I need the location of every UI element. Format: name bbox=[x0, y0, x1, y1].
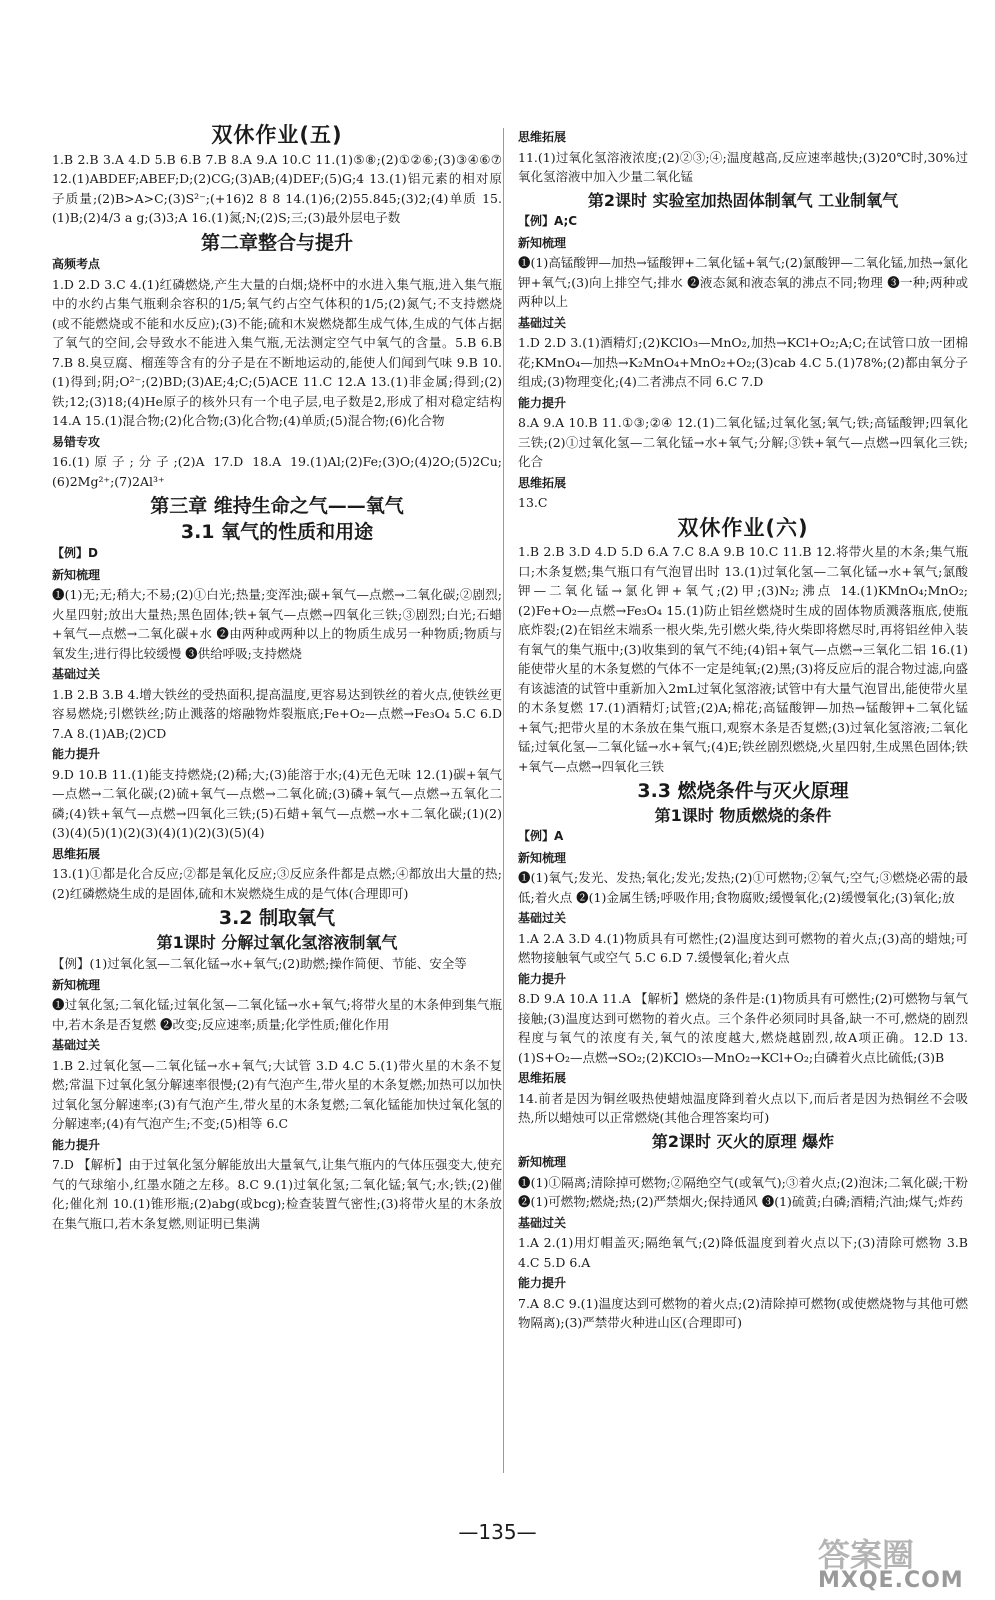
subsection-label: 【例】A bbox=[518, 829, 564, 843]
subsection-label: 思维拓展 bbox=[518, 475, 567, 490]
answer-paragraph: 13.C bbox=[518, 495, 548, 510]
answer-paragraph: ❶(1)氧气;发光、发热;氧化;发光;发热;(2)①可燃物;②氧气;空气;③燃烧必需的最低;着火点 ❷(1)金属生锈;呼吸作用;食物腐败;缓慢氧化;(2)缓慢氧化;(3)氧化;放 bbox=[518, 870, 968, 905]
subsection-label: 基础过关 bbox=[518, 1215, 567, 1230]
column-divider bbox=[503, 128, 504, 1473]
subsection-label: 能力提升 bbox=[52, 1137, 101, 1152]
chapter-heading: 第二章整合与提升 bbox=[200, 231, 353, 254]
section-title: 双休作业(五) bbox=[211, 123, 343, 147]
chapter-heading: 3.3 燃烧条件与灭火原理 bbox=[637, 780, 849, 802]
subsection-label: 新知梳理 bbox=[52, 567, 101, 582]
subsection-label: 能力提升 bbox=[518, 395, 567, 410]
answer-paragraph: ❶(1)①隔离;清除掉可燃物;②隔绝空气(或氧气);③着火点;(2)泡沫;二氧化碳;干粉 ❷(1)可燃物;燃烧;热;(2)严禁烟火;保持通风 ❸(1)硫黄;白磷;酒精;汽油;煤气;炸药 bbox=[518, 1174, 968, 1209]
lesson-heading: 第2课时 实验室加热固体制氧气 工业制氧气 bbox=[587, 190, 899, 210]
watermark-logo: 答案圈 bbox=[818, 1536, 915, 1574]
answer-paragraph: 1.D 2.D 3.(1)酒精灯;(2)KClO₃—MnO₂,加热→KCl+O₂;A;C;在试管口放一团棉花;KMnO₄—加热→K₂MnO₄+MnO₂+O₂;(3)cab 4.C 5.(1)78%;(2)都由氧分子组成;(3)物理变化;(4)二者沸点不同 6.C 7.D bbox=[518, 335, 968, 389]
lesson-heading: 第1课时 分解过氧化氢溶液制氧气 bbox=[156, 932, 398, 952]
answer-paragraph: 7.D 【解析】由于过氧化氢分解能放出大量氧气,让集气瓶内的气体压强变大,使充气的气球缩小,红墨水随之左移。8.C 9.(1)过氧化氢;二氧化锰;氧气;水;铁;(2)催化;催化剂 10.(1)锥形瓶;(2)abg(或bcg);检查装置气密性;(3)将带火星的木条放在集气瓶口,若木条复燃,则证明已集满 bbox=[52, 1157, 502, 1231]
subsection-label: 新知梳理 bbox=[52, 977, 101, 992]
answer-paragraph: 16.(1)原子;分子;(2)A 17.D 18.A 19.(1)Al;(2)Fe;(3)O;(4)2O;(5)2Cu;(6)2Mg²⁺;(7)2Al³⁺ bbox=[52, 454, 502, 489]
subsection-label: 思维拓展 bbox=[52, 846, 101, 861]
subsection-label: 基础过关 bbox=[518, 911, 567, 925]
answer-paragraph: ❶(1)无;无;稍大;不易;(2)①白光;热量;变浑浊;碳+氧气—点燃→二氧化碳;②剧烈;火星四射;放出大量热;黑色固体;铁+氧气—点燃→四氧化三铁;③剧烈;白光;石蜡+氧气—点燃→二氧化碳+水 ❷由两种或两种以上的物质生成另一种物质;物质与氧发生;进行得比较缓慢 ❸供给呼吸;支持燃烧 bbox=[52, 587, 502, 661]
chapter-heading: 3.1 氧气的性质和用途 bbox=[180, 520, 374, 543]
left-column bbox=[52, 120, 502, 1233]
answer-paragraph: 1.A 2.(1)用灯帽盖灭;隔绝氧气;(2)降低温度到着火点以下;(3)清除可燃物 3.B 4.C 5.D 6.A bbox=[518, 1235, 968, 1270]
answer-paragraph: ❶(1)高锰酸钾—加热→锰酸钾+二氧化锰+氧气;(2)氯酸钾—二氧化锰,加热→氯化钾+氧气;(3)向上排空气;排水 ❷液态氮和液态氧的沸点不同;物理 ❸一种;两种或两种以上 bbox=[518, 255, 968, 309]
chapter-heading: 3.2 制取氧气 bbox=[218, 907, 336, 929]
subsection-label: 新知梳理 bbox=[518, 850, 567, 865]
lesson-heading: 第2课时 灭火的原理 爆炸 bbox=[651, 1131, 835, 1151]
subsection-label: 能力提升 bbox=[518, 1276, 567, 1290]
answer-paragraph: 【例】(1)过氧化氢—二氧化锰→水+氧气;(2)助燃;操作简便、节能、安全等 bbox=[52, 956, 467, 971]
answer-paragraph: 9.D 10.B 11.(1)能支持燃烧;(2)稀;大;(3)能溶于水;(4)无色无味 12.(1)碳+氧气—点燃→二氧化碳;(2)硫+氧气—点燃→二氧化硫;(3)磷+氧气—点燃→五氧化二磷;(4)铁+氧气—点燃→四氧化三铁;(5)石蜡+氧气—点燃→水+二氧化碳;(1)(2)(3)(4)(5)(1)(2)(3)(4)(1)(2)(3)(5)(4) bbox=[52, 766, 502, 840]
answer-paragraph: 7.A 8.C 9.(1)温度达到可燃物的着火点;(2)清除掉可燃物(或使燃烧物与其他可燃物隔离);(3)严禁带火种进山区(合理即可) bbox=[518, 1295, 968, 1330]
subsection-label: 思维拓展 bbox=[518, 1071, 567, 1085]
subsection-label: 思维拓展 bbox=[518, 130, 567, 144]
subsection-label: 新知梳理 bbox=[518, 1155, 567, 1169]
answer-paragraph: 1.D 2.D 3.C 4.(1)红磷燃烧,产生大量的白烟;烧杯中的水进入集气瓶,进入集气瓶中的水约占集气瓶剩余容积的1/5;氧气约占空气体积的1/5;(2)氮气;不支持燃烧(或不能燃烧或不能和水反应);(3)不能;硫和木炭燃烧都生成气体,生成的气体占据了氧气的空间,会导致水不能进入集气瓶,无法测定空气中氧气的含量。5.B 6.B 7.B 8.臭豆腐、榴莲等含有的分子是在不断地运动的,能使人们闻到气味 9.B 10.(1)得到;阴;O²⁻;(2)BD;(3)AE;4;C;(5)ACE 11.C 12.A 13.(1)非金属;得到;(2)铁;12;(3)18;(4)He原子的核外只有一个电子层,电子数是2,形成了相对稳定结构 14.A 15.(1)混合物;(2)化合物;(3)化合物;(4)单质;(5)混合物;(6)化合物 bbox=[52, 276, 502, 428]
chapter-heading: 第三章 维持生命之气——氧气 bbox=[150, 495, 404, 517]
subsection-label: 易错专攻 bbox=[52, 434, 101, 449]
subsection-label: 能力提升 bbox=[518, 971, 567, 986]
subsection-label: 【例】A;C bbox=[518, 214, 578, 228]
answer-paragraph: ❶过氧化氢;二氧化锰;过氧化氢—二氧化锰→水+氧气;将带火星的木条伸到集气瓶中,若木条是否复燃 ❷改变;反应速率;质量;化学性质;催化作用 bbox=[52, 997, 502, 1032]
subsection-label: 【例】D bbox=[52, 546, 98, 560]
answer-paragraph: 8.A 9.A 10.B 11.①③;②④ 12.(1)二氧化锰;过氧化氢;氧气;铁;高锰酸钾;四氧化三铁;(2)①过氧化氢—二氧化锰→水+氧气;分解;③铁+氧气—点燃→四氧化三铁;化合 bbox=[518, 415, 968, 469]
answer-paragraph: 1.B 2.B 3.D 4.D 5.D 6.A 7.C 8.A 9.B 10.C 11.B 12.将带火星的木条;集气瓶口;木条复燃;集气瓶口有气泡冒出时 13.(1)过氧化氢—二氧化锰→水+氧气;氯酸钾—二氧化锰→氯化钾+氧气;(2)甲;(3)N₂;沸点 14.(1)KMnO₄;MnO₂;(2)Fe+O₂—点燃→Fe₃O₄ 15.(1)防止铝丝燃烧时生成的固体物质溅落瓶底,使瓶底炸裂;(2)在铝丝末端系一根火柴,先引燃火柴,待火柴即将燃尽时,再将铝丝伸入装有氧气的集气瓶中;(3)收集到的氧气不纯;(4)铝+氧气—点燃→三氧化二铝 16.(1)能使带火星的木条复燃的气体不一定是纯氧;(2)黑;(3)将反应后的混合物过滤,向盛有该滤渣的试管中重新加入2mL过氧化氢溶液;试管中有大量气泡冒出,能使带火星的木条复燃 17.(1)酒精灯;试管;(2)A;棉花;高锰酸钾—加热→锰酸钾+二氧化锰+氧气;把带火星的木条放在集气瓶口,观察木条是否复燃;(3)过氧化氢溶液;二氧化锰;过氧化氢—二氧化锰→水+氧气;(4)E;铁丝剧烈燃烧,火星四射,生成黑色固体;铁+氧气—点燃→四氧化三铁 bbox=[518, 544, 968, 774]
answer-paragraph: 1.B 2.B 3.B 4.增大铁丝的受热面积,提高温度,更容易达到铁丝的着火点,使铁丝更容易燃烧;引燃铁丝;防止溅落的熔融物炸裂瓶底;Fe+O₂—点燃→Fe₃O₄ 5.C 6.D 7.A 8.(1)AB;(2)CD bbox=[52, 686, 502, 741]
right-column bbox=[518, 126, 968, 1333]
answer-paragraph: 1.B 2.过氧化氢—二氧化锰→水+氧气;大试管 3.D 4.C 5.(1)带火星的木条不复燃;常温下过氧化氢分解速率很慢;(2)有气泡产生,带火星的木条复燃;加热可以加快过氧化氢分解速率;(3)有气泡产生,带火星的木条复燃;二氧化锰能加快过氧化氢的分解速率;(4)有气泡产生;不变;(5)相等 6.C bbox=[52, 1057, 502, 1131]
answer-paragraph: 11.(1)过氧化氢溶液浓度;(2)②③;④;温度越高,反应速率越快;(3)20℃时,30%过氧化氢溶液中加入少量二氧化锰 bbox=[518, 149, 968, 184]
answer-paragraph: 13.(1)①都是化合反应;②都是氧化反应;③反应条件都是点燃;④都放出大量的热;(2)红磷燃烧生成的是固体,硫和木炭燃烧生成的是气体(合理即可) bbox=[52, 866, 502, 901]
answer-paragraph: 1.A 2.A 3.D 4.(1)物质具有可燃性;(2)温度达到可燃物的着火点;(3)高的蜡烛;可燃物接触氧气或空气 5.C 6.D 7.缓慢氧化;着火点 bbox=[518, 930, 968, 965]
answer-paragraph: 1.B 2.B 3.A 4.D 5.B 6.B 7.B 8.A 9.A 10.C 11.(1)⑤⑧;(2)①②⑥;(3)③④⑥⑦ 12.(1)ABDEF;ABEF;D;(2)CG;(3)AB;(4)DEF;(5)G;4 13.(1)铝元素的相对原子质量;(2)B>A>C;(3)S²⁻;(+16)2 8 8 14.(1)6;(2)55.845;(3)2;(4)单质 15.(1)B;(2)4/3 a g;(3)3;A 16.(1)氮;N;(2)S;三;(3)最外层电子数 bbox=[52, 151, 502, 225]
subsection-label: 基础过关 bbox=[52, 667, 101, 681]
answer-paragraph: 14.前者是因为铜丝吸热使蜡烛温度降到着火点以下,而后者是因为热铜丝不会吸热,所以蜡烛可以正常燃烧(其他合理答案均可) bbox=[518, 1090, 968, 1125]
subsection-label: 基础过关 bbox=[518, 315, 567, 330]
answer-paragraph: 8.D 9.A 10.A 11.A 【解析】燃烧的条件是:(1)物质具有可燃性;(2)可燃物与氧气接触;(3)温度达到可燃物的着火点。三个条件必须同时具备,缺一不可,燃烧的剧烈程度与氧气的浓度有关,氧气的浓度越大,燃烧越剧烈,故A项正确。12.D 13.(1)S+O₂—点燃→SO₂;(2)KClO₃—MnO₂→KCl+O₂;白磷着火点比硫低;(3)B bbox=[518, 991, 968, 1065]
subsection-label: 能力提升 bbox=[52, 747, 101, 761]
subsection-label: 新知梳理 bbox=[518, 235, 567, 250]
lesson-heading: 第1课时 物质燃烧的条件 bbox=[654, 805, 832, 825]
subsection-label: 高频考点 bbox=[52, 257, 101, 271]
subsection-label: 基础过关 bbox=[52, 1038, 101, 1052]
section-title: 双休作业(六) bbox=[677, 515, 809, 540]
page-number: —135— bbox=[458, 1520, 537, 1544]
watermark-url: MXQE.COM bbox=[818, 1568, 964, 1593]
